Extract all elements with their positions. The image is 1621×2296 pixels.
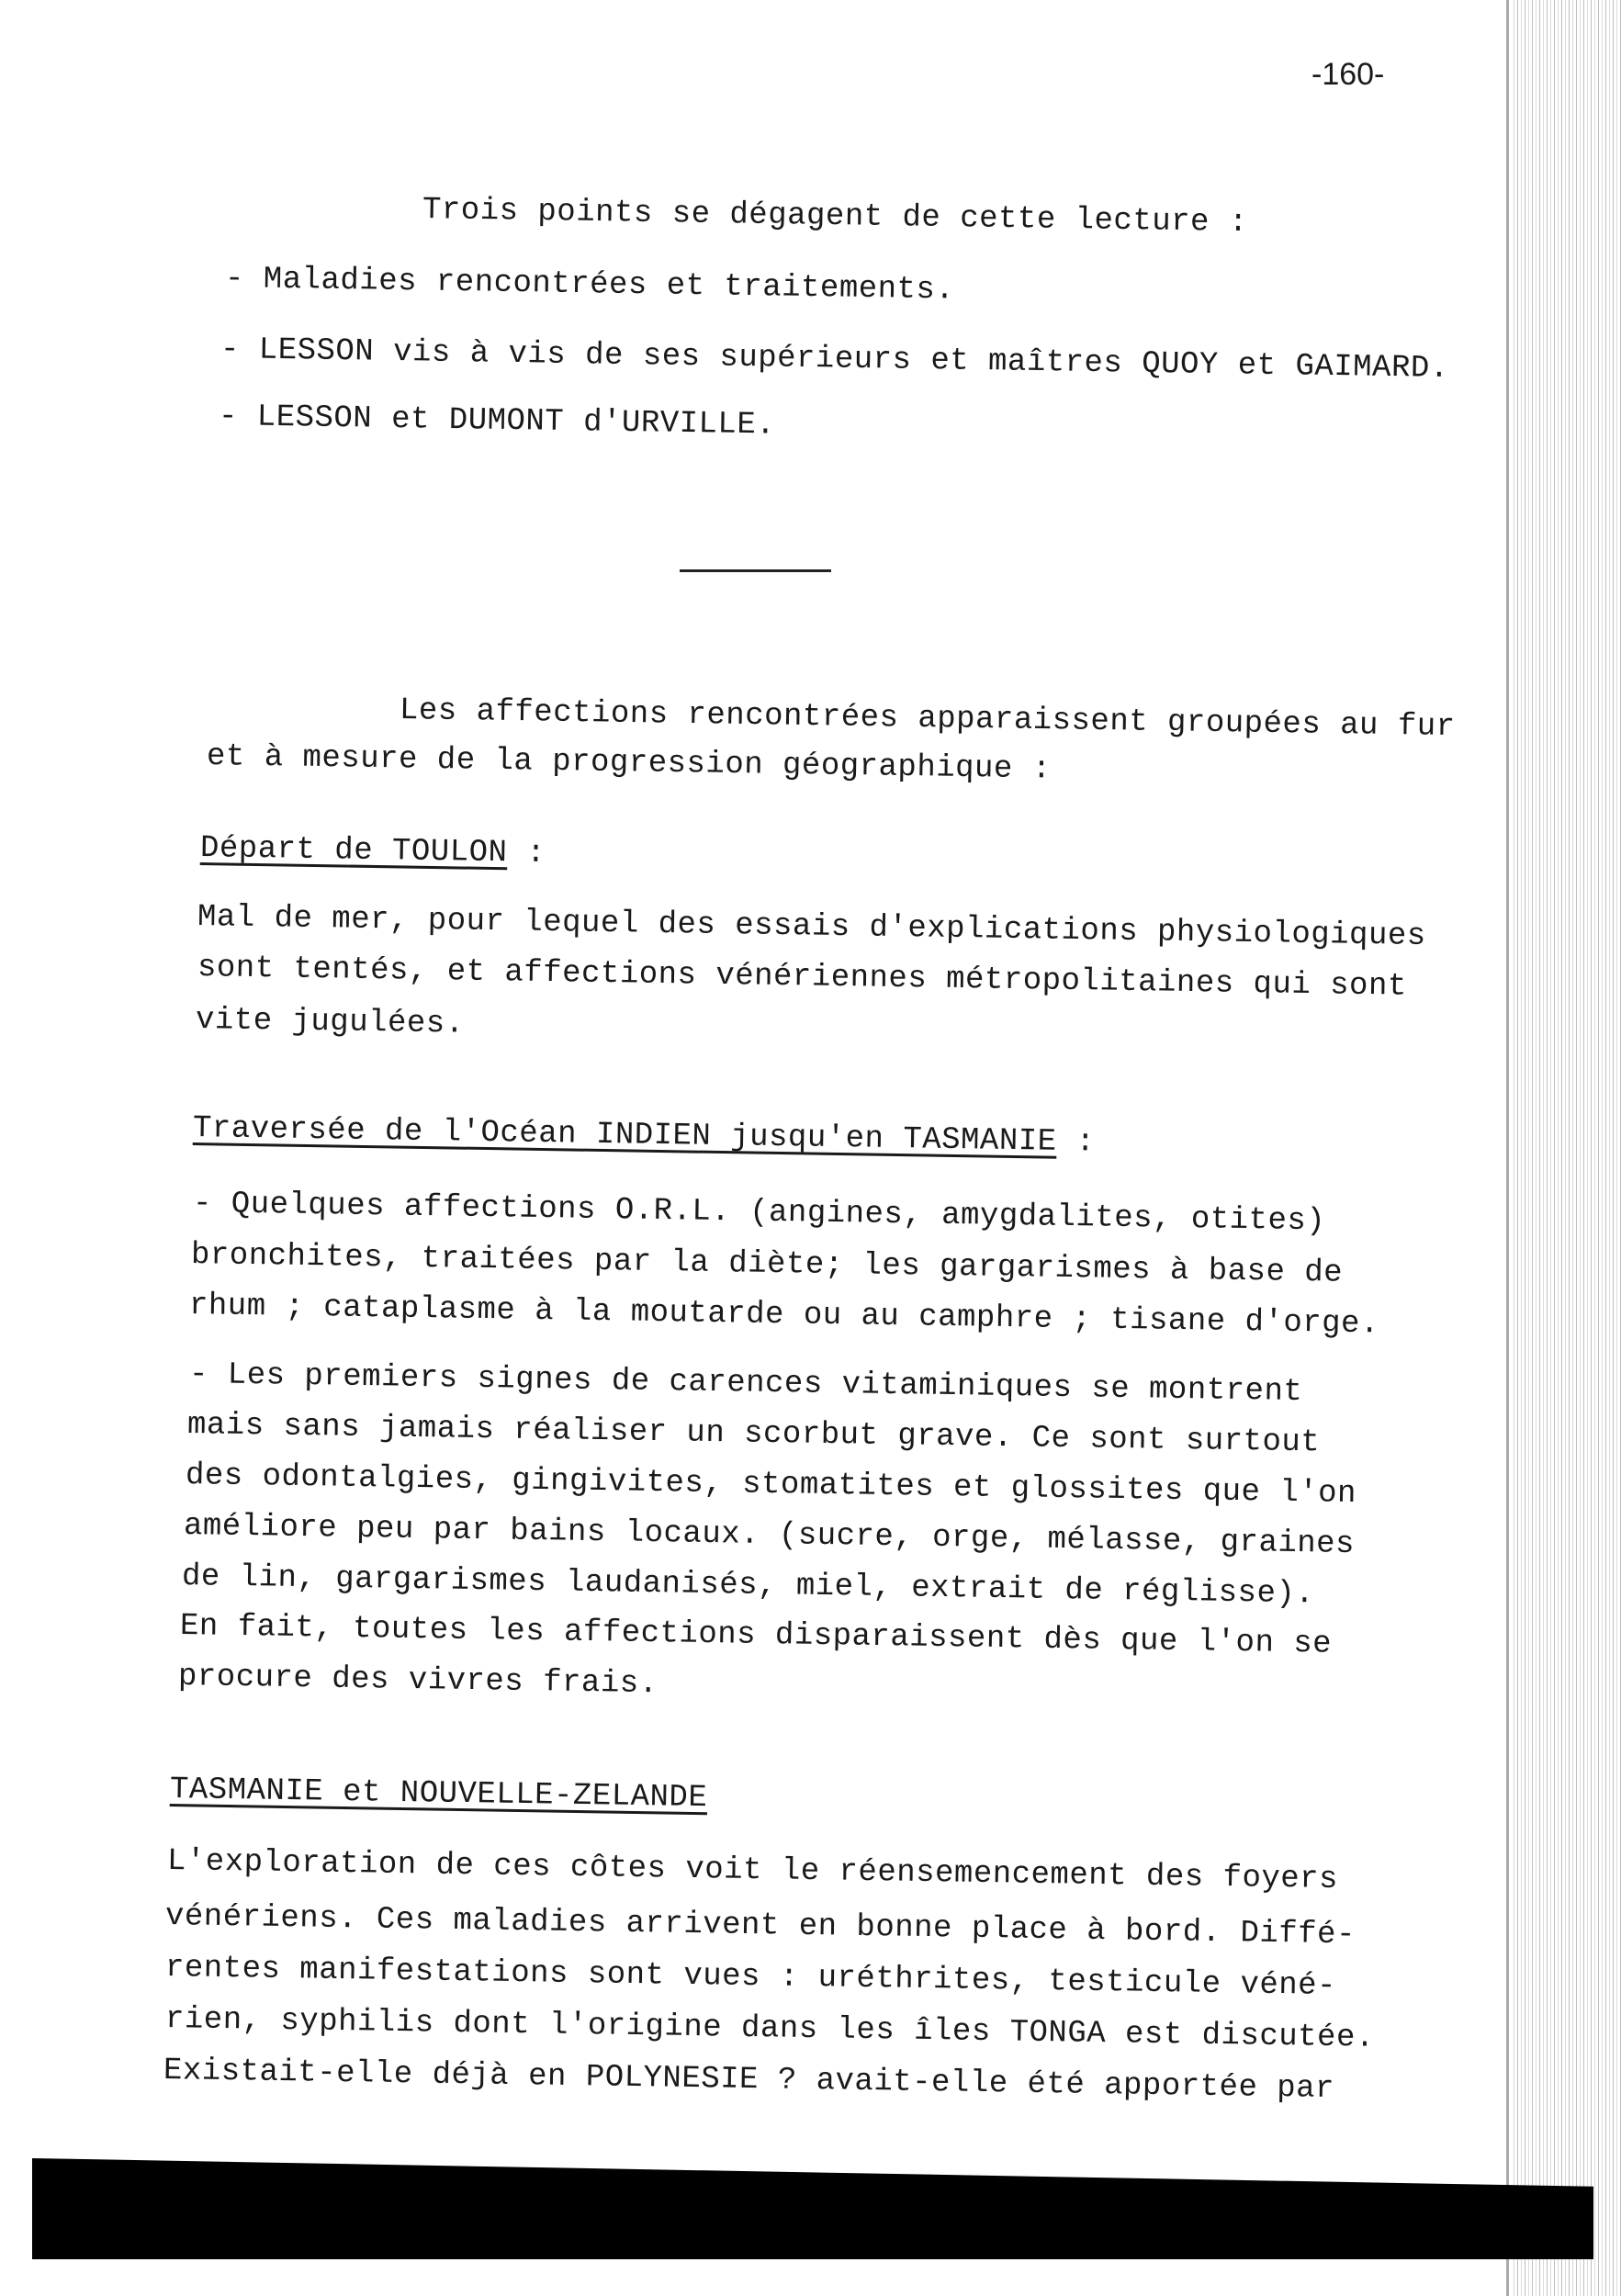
page-edge — [1506, 0, 1509, 2296]
paragraph-line: Mal de mer, pour lequel des essais d'explications physiologiques — [197, 900, 1426, 955]
scan-shadow-bar — [32, 2158, 1593, 2259]
paragraph-line: bronchites, traitées par la diète; les gargarismes à base de — [190, 1238, 1344, 1291]
heading-text: TASMANIE et NOUVELLE-ZELANDE — [169, 1773, 708, 1817]
section-heading-ocean-indien — [193, 1111, 1096, 1160]
heading-text: Traversée de l'Océan INDIEN jusqu'en TASMANIE — [192, 1111, 1057, 1160]
paragraph-line: améliore peu par bains locaux. (sucre, orge, mélasse, graines — [183, 1509, 1356, 1563]
paragraph-line: rhum ; cataplasme à la moutarde ou au camphre ; tisane d'orge. — [188, 1289, 1380, 1343]
heading-suffix: : — [1056, 1124, 1096, 1161]
intro-point: - LESSON vis à vis de ses supérieurs et maîtres QUOY et GAIMARD. — [220, 332, 1449, 388]
intro-point: - LESSON et DUMONT d'URVILLE. — [218, 400, 776, 444]
paragraph-line: mais sans jamais réaliser un scorbut grave. Ce sont surtout — [186, 1408, 1321, 1461]
paragraph-line: de lin, gargarismes laudanisés, miel, extrait de réglisse). — [181, 1559, 1315, 1613]
intro-point: - Maladies rencontrées et traitements. — [224, 262, 955, 309]
paragraph-line: rentes manifestations sont vues : uréthrites, testicule véné- — [164, 1951, 1337, 2005]
paragraph-line: sont tentés, et affections vénériennes métropolitaines qui sont — [197, 951, 1408, 1005]
heading-suffix: : — [507, 836, 546, 872]
paragraph-line: Les affections rencontrées apparaissent groupées au fur — [399, 693, 1456, 746]
page-stack-edge — [1511, 0, 1621, 2296]
paragraph-line: - Quelques affections O.R.L. (angines, amygdalites, otites) — [192, 1187, 1326, 1240]
heading-text: Départ de TOULON — [199, 831, 508, 872]
paragraph-line: procure des vivres frais. — [177, 1660, 659, 1703]
paragraph-line: rien, syphilis dont l'origine dans les îles TONGA est discutée. — [164, 2002, 1376, 2056]
section-heading-tasmanie — [170, 1773, 708, 1816]
paragraph-line: En fait, toutes les affections disparaissent dès que l'on se — [179, 1609, 1333, 1662]
paragraph-line: L'exploration de ces côtes voit le réensemencement des foyers — [166, 1844, 1339, 1898]
intro-lead: Trois points se dégagent de cette lecture : — [422, 193, 1249, 242]
paragraph-line: - Les premiers signes de carences vitaminiques se montrent — [188, 1357, 1303, 1411]
paragraph-line: vite jugulées. — [195, 1003, 465, 1042]
section-heading-toulon — [200, 831, 546, 872]
paragraph-line: Existait-elle déjà en POLYNESIE ? avait-elle été apportée par — [163, 2054, 1335, 2108]
page-number: -160- — [1311, 57, 1385, 92]
paragraph-line: vénériens. Ces maladies arrivent en bonne place à bord. Diffé- — [164, 1899, 1356, 1953]
section-divider — [680, 569, 831, 572]
paragraph-line: et à mesure de la progression géographique : — [206, 739, 1052, 788]
paragraph-line: des odontalgies, gingivites, stomatites et glossites que l'on — [185, 1458, 1357, 1513]
